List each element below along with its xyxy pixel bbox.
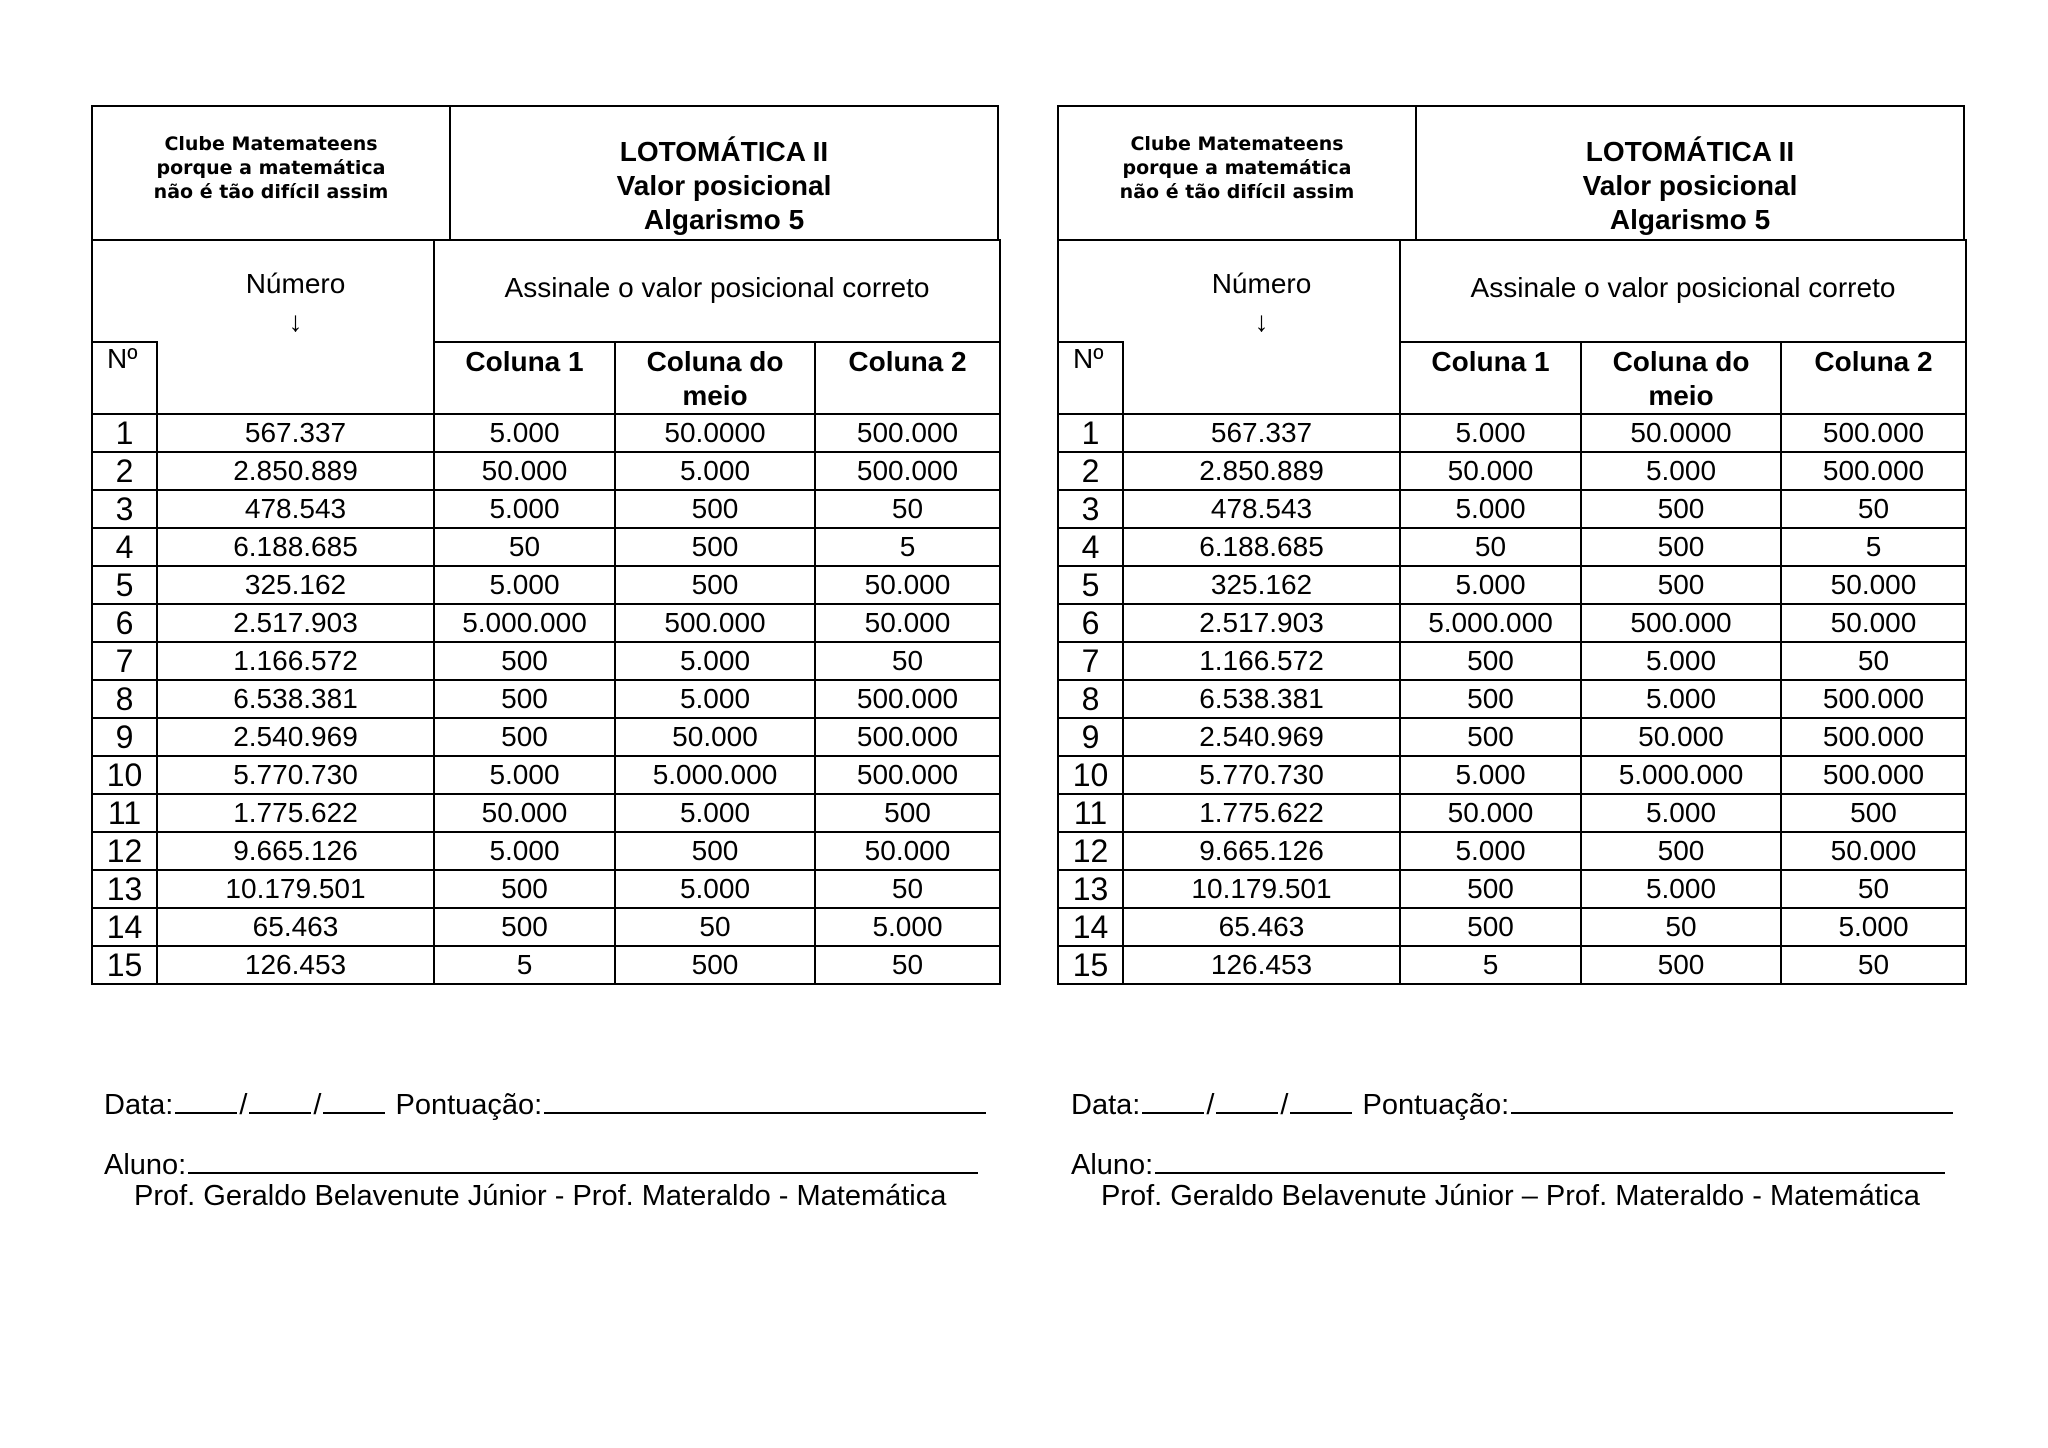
date-score-line xyxy=(104,1082,1024,1126)
worksheet xyxy=(91,105,999,985)
row-number: 3 xyxy=(92,490,157,528)
option-column-middle[interactable]: 5.000 xyxy=(615,452,815,490)
option-column-2[interactable]: 500.000 xyxy=(815,756,1000,794)
option-column-1[interactable]: 5.000.000 xyxy=(1400,604,1581,642)
table-row xyxy=(92,680,1000,718)
table-row xyxy=(92,642,1000,680)
option-column-1[interactable]: 500 xyxy=(1400,908,1581,946)
row-number: 12 xyxy=(1058,832,1123,870)
score-label: Pontuação: xyxy=(395,1089,543,1121)
credit: Prof. Geraldo Belavenute Júnior - Prof. Materaldo - Matemática xyxy=(134,1180,947,1212)
option-column-middle[interactable]: 5.000 xyxy=(615,642,815,680)
option-column-2[interactable]: 500.000 xyxy=(1781,756,1966,794)
score-label: Pontuação: xyxy=(1362,1089,1510,1121)
row-number: 6 xyxy=(92,604,157,642)
option-column-2[interactable]: 50.000 xyxy=(815,604,1000,642)
worksheet-title xyxy=(451,107,997,239)
student-label: Aluno: xyxy=(104,1149,187,1181)
option-column-1[interactable]: 5.000 xyxy=(1400,832,1581,870)
row-number: 5 xyxy=(1058,566,1123,604)
row-numero: 567.337 xyxy=(157,414,434,452)
option-column-middle[interactable]: 5.000 xyxy=(615,870,815,908)
option-column-2[interactable]: 5.000 xyxy=(815,908,1000,946)
credit: Prof. Geraldo Belavenute Júnior – Prof. Materaldo - Matemática xyxy=(1101,1180,1920,1212)
option-column-1[interactable]: 5.000 xyxy=(434,832,615,870)
option-column-1[interactable]: 5 xyxy=(434,946,615,984)
option-column-middle[interactable]: 5.000.000 xyxy=(1581,756,1781,794)
date-score-line xyxy=(1071,1082,1991,1126)
table-row xyxy=(92,414,1000,452)
row-numero: 65.463 xyxy=(1123,908,1400,946)
date-month-blank[interactable] xyxy=(1216,1082,1278,1114)
row-numero: 1.166.572 xyxy=(157,642,434,680)
club-line-2: porque a matemática xyxy=(156,157,386,179)
table-row xyxy=(1058,946,1966,984)
option-column-middle[interactable]: 50.000 xyxy=(1581,718,1781,756)
score-blank[interactable] xyxy=(1511,1082,1953,1114)
row-number: 9 xyxy=(92,718,157,756)
option-column-middle[interactable]: 500 xyxy=(1581,490,1781,528)
arrow-down-icon: ↓ xyxy=(288,306,303,337)
row-number: 4 xyxy=(92,528,157,566)
row-number: 1 xyxy=(92,414,157,452)
column-1-header: Coluna 1 xyxy=(434,342,615,414)
table-row xyxy=(92,870,1000,908)
table-row xyxy=(92,756,1000,794)
row-numero: 2.540.969 xyxy=(1123,718,1400,756)
numero-label: Número xyxy=(1211,268,1312,299)
worksheet-footer xyxy=(104,1082,1024,1214)
table-row xyxy=(1058,908,1966,946)
table-row xyxy=(92,604,1000,642)
option-column-1[interactable]: 50.000 xyxy=(1400,452,1581,490)
table-row xyxy=(92,528,1000,566)
option-column-2[interactable]: 50 xyxy=(1781,642,1966,680)
option-column-middle[interactable]: 500 xyxy=(615,528,815,566)
table-row xyxy=(1058,452,1966,490)
option-column-2[interactable]: 50.000 xyxy=(1781,604,1966,642)
instruction-header: Assinale o valor posicional correto xyxy=(1400,240,1966,342)
option-column-1[interactable]: 5.000 xyxy=(1400,490,1581,528)
row-number: 7 xyxy=(92,642,157,680)
option-column-middle[interactable]: 5.000 xyxy=(615,680,815,718)
club-line-1: Clube Matemateens xyxy=(1130,133,1344,155)
option-column-2[interactable]: 50.000 xyxy=(815,832,1000,870)
club-line-2: porque a matemática xyxy=(1122,157,1352,179)
option-column-1[interactable]: 5.000 xyxy=(434,756,615,794)
row-numero: 6.538.381 xyxy=(157,680,434,718)
option-column-1[interactable]: 5.000 xyxy=(1400,756,1581,794)
title-line-1: LOTOMÁTICA II xyxy=(619,136,829,167)
row-numero: 2.517.903 xyxy=(1123,604,1400,642)
row-numero: 2.850.889 xyxy=(157,452,434,490)
option-column-2[interactable]: 50 xyxy=(815,490,1000,528)
numero-header xyxy=(157,268,434,414)
club-line-3: não é tão difícil assim xyxy=(153,181,389,203)
option-column-1[interactable]: 500 xyxy=(434,642,615,680)
row-numero: 6.188.685 xyxy=(1123,528,1400,566)
numero-header xyxy=(1123,268,1400,414)
title-line-3: Algarismo 5 xyxy=(1609,204,1771,235)
row-numero: 65.463 xyxy=(157,908,434,946)
option-column-2[interactable]: 50 xyxy=(815,946,1000,984)
option-column-middle[interactable]: 5.000 xyxy=(615,794,815,832)
date-month-blank[interactable] xyxy=(249,1082,311,1114)
row-numero: 2.540.969 xyxy=(157,718,434,756)
option-column-2[interactable]: 500.000 xyxy=(1781,414,1966,452)
table-row xyxy=(1058,414,1966,452)
date-label: Data: xyxy=(104,1089,174,1121)
option-column-2[interactable]: 500 xyxy=(815,794,1000,832)
option-column-2[interactable]: 50 xyxy=(1781,870,1966,908)
option-column-1[interactable]: 5.000.000 xyxy=(434,604,615,642)
row-number: 15 xyxy=(1058,946,1123,984)
column-2-header: Coluna 2 xyxy=(1781,342,1966,414)
row-numero: 10.179.501 xyxy=(157,870,434,908)
row-numero: 1.775.622 xyxy=(1123,794,1400,832)
option-column-1[interactable]: 500 xyxy=(1400,718,1581,756)
option-column-middle[interactable]: 500 xyxy=(615,832,815,870)
row-number: 2 xyxy=(1058,452,1123,490)
option-column-2[interactable]: 500 xyxy=(1781,794,1966,832)
worksheet-footer xyxy=(1071,1082,1991,1214)
option-column-middle[interactable]: 50.0000 xyxy=(615,414,815,452)
row-number: 10 xyxy=(92,756,157,794)
option-column-1[interactable]: 500 xyxy=(434,870,615,908)
date-slash: / xyxy=(1206,1089,1215,1121)
row-number: 1 xyxy=(1058,414,1123,452)
table-row xyxy=(1058,794,1966,832)
row-numero: 9.665.126 xyxy=(157,832,434,870)
option-column-middle[interactable]: 500 xyxy=(1581,946,1781,984)
table-row xyxy=(92,946,1000,984)
row-numero: 5.770.730 xyxy=(157,756,434,794)
row-numero: 10.179.501 xyxy=(1123,870,1400,908)
row-numero: 1.166.572 xyxy=(1123,642,1400,680)
option-column-1[interactable]: 500 xyxy=(434,680,615,718)
row-number: 3 xyxy=(1058,490,1123,528)
date-day-blank[interactable] xyxy=(1142,1082,1204,1114)
score-blank[interactable] xyxy=(544,1082,986,1114)
answer-table xyxy=(1057,239,1967,985)
option-column-middle[interactable]: 500 xyxy=(1581,566,1781,604)
row-number: 8 xyxy=(92,680,157,718)
option-column-middle[interactable]: 5.000 xyxy=(1581,870,1781,908)
table-row xyxy=(92,794,1000,832)
option-column-2[interactable]: 50 xyxy=(1781,490,1966,528)
option-column-1[interactable]: 50.000 xyxy=(434,452,615,490)
option-column-middle[interactable]: 500 xyxy=(615,490,815,528)
row-number: 13 xyxy=(1058,870,1123,908)
column-middle-header: Coluna do meio xyxy=(1581,342,1781,414)
table-row xyxy=(1058,642,1966,680)
title-line-2: Valor posicional xyxy=(1582,170,1798,201)
row-numero: 2.517.903 xyxy=(157,604,434,642)
option-column-middle[interactable]: 50.0000 xyxy=(1581,414,1781,452)
option-column-middle[interactable]: 500.000 xyxy=(615,604,815,642)
option-column-2[interactable]: 50 xyxy=(815,870,1000,908)
table-row xyxy=(1058,870,1966,908)
option-column-1[interactable]: 500 xyxy=(1400,680,1581,718)
row-number: 12 xyxy=(92,832,157,870)
instruction-header: Assinale o valor posicional correto xyxy=(434,240,1000,342)
row-numero: 6.188.685 xyxy=(157,528,434,566)
row-numero: 9.665.126 xyxy=(1123,832,1400,870)
option-column-2[interactable]: 500.000 xyxy=(1781,680,1966,718)
option-column-2[interactable]: 50 xyxy=(815,642,1000,680)
option-column-2[interactable]: 50.000 xyxy=(815,566,1000,604)
worksheet xyxy=(1057,105,1965,985)
student-name-blank[interactable] xyxy=(1155,1142,1945,1174)
title-line-3: Algarismo 5 xyxy=(643,204,805,235)
row-numero: 126.453 xyxy=(157,946,434,984)
option-column-1[interactable]: 5.000 xyxy=(434,414,615,452)
worksheet-title xyxy=(1417,107,1963,239)
option-column-2[interactable]: 5 xyxy=(815,528,1000,566)
option-column-1[interactable]: 50 xyxy=(434,528,615,566)
table-row xyxy=(92,832,1000,870)
row-numero: 2.850.889 xyxy=(1123,452,1400,490)
numero-label: Número xyxy=(245,268,346,299)
option-column-middle[interactable]: 5.000 xyxy=(1581,452,1781,490)
option-column-1[interactable]: 5.000 xyxy=(1400,566,1581,604)
option-column-1[interactable]: 5.000 xyxy=(1400,414,1581,452)
option-column-1[interactable]: 500 xyxy=(1400,870,1581,908)
row-number: 14 xyxy=(92,908,157,946)
option-column-middle[interactable]: 50.000 xyxy=(615,718,815,756)
option-column-1[interactable]: 500 xyxy=(434,908,615,946)
column-middle-header: Coluna do meio xyxy=(615,342,815,414)
title-line-2: Valor posicional xyxy=(616,170,832,201)
table-row xyxy=(1058,718,1966,756)
table-row xyxy=(92,566,1000,604)
row-numero: 325.162 xyxy=(1123,566,1400,604)
table-body xyxy=(1058,414,1966,984)
option-column-2[interactable]: 50 xyxy=(1781,946,1966,984)
option-column-2[interactable]: 500.000 xyxy=(815,414,1000,452)
option-column-2[interactable]: 500.000 xyxy=(815,452,1000,490)
no-header: Nº xyxy=(1058,342,1123,414)
option-column-1[interactable]: 50.000 xyxy=(434,794,615,832)
table-row xyxy=(1058,528,1966,566)
option-column-middle[interactable]: 50 xyxy=(1581,908,1781,946)
row-number: 7 xyxy=(1058,642,1123,680)
option-column-2[interactable]: 500.000 xyxy=(815,718,1000,756)
arrow-down-icon: ↓ xyxy=(1254,306,1269,337)
row-number: 5 xyxy=(92,566,157,604)
table-row xyxy=(1058,756,1966,794)
table-row xyxy=(92,490,1000,528)
row-numero: 478.543 xyxy=(157,490,434,528)
worksheet-header xyxy=(1057,105,1965,241)
row-number: 8 xyxy=(1058,680,1123,718)
option-column-middle[interactable]: 500 xyxy=(1581,832,1781,870)
option-column-middle[interactable]: 500.000 xyxy=(1581,604,1781,642)
club-line-3: não é tão difícil assim xyxy=(1119,181,1355,203)
option-column-1[interactable]: 50 xyxy=(1400,528,1581,566)
row-numero: 5.770.730 xyxy=(1123,756,1400,794)
table-row xyxy=(1058,566,1966,604)
option-column-2[interactable]: 500.000 xyxy=(1781,718,1966,756)
row-number: 14 xyxy=(1058,908,1123,946)
row-numero: 126.453 xyxy=(1123,946,1400,984)
option-column-middle[interactable]: 500 xyxy=(615,946,815,984)
title-line-1: LOTOMÁTICA II xyxy=(1585,136,1795,167)
row-numero: 1.775.622 xyxy=(157,794,434,832)
option-column-middle[interactable]: 50 xyxy=(615,908,815,946)
column-1-header: Coluna 1 xyxy=(1400,342,1581,414)
option-column-middle[interactable]: 5.000 xyxy=(1581,680,1781,718)
student-label: Aluno: xyxy=(1071,1149,1154,1181)
worksheet-header xyxy=(91,105,999,241)
student-line xyxy=(104,1142,1024,1181)
option-column-2[interactable]: 500.000 xyxy=(815,680,1000,718)
date-slash: / xyxy=(239,1089,248,1121)
row-number: 11 xyxy=(92,794,157,832)
option-column-1[interactable]: 5 xyxy=(1400,946,1581,984)
option-column-1[interactable]: 50.000 xyxy=(1400,794,1581,832)
row-numero: 6.538.381 xyxy=(1123,680,1400,718)
option-column-2[interactable]: 50.000 xyxy=(1781,832,1966,870)
option-column-2[interactable]: 50.000 xyxy=(1781,566,1966,604)
table-row xyxy=(1058,604,1966,642)
option-column-1[interactable]: 5.000 xyxy=(434,490,615,528)
table-row xyxy=(1058,832,1966,870)
option-column-middle[interactable]: 5.000 xyxy=(1581,642,1781,680)
table-row xyxy=(92,908,1000,946)
option-column-middle[interactable]: 5.000.000 xyxy=(615,756,815,794)
row-number: 6 xyxy=(1058,604,1123,642)
row-number: 4 xyxy=(1058,528,1123,566)
student-name-blank[interactable] xyxy=(188,1142,978,1174)
club-name xyxy=(1059,107,1417,239)
table-row xyxy=(92,718,1000,756)
row-number: 15 xyxy=(92,946,157,984)
column-2-header: Coluna 2 xyxy=(815,342,1000,414)
option-column-middle[interactable]: 500 xyxy=(1581,528,1781,566)
club-name xyxy=(93,107,451,239)
table-row xyxy=(92,452,1000,490)
option-column-1[interactable]: 500 xyxy=(1400,642,1581,680)
row-number: 2 xyxy=(92,452,157,490)
no-header: Nº xyxy=(92,342,157,414)
row-numero: 567.337 xyxy=(1123,414,1400,452)
row-number: 9 xyxy=(1058,718,1123,756)
table-row xyxy=(1058,490,1966,528)
date-year-blank[interactable] xyxy=(323,1082,385,1114)
table-body xyxy=(92,414,1000,984)
row-numero: 478.543 xyxy=(1123,490,1400,528)
student-line xyxy=(1071,1142,1991,1181)
date-label: Data: xyxy=(1071,1089,1141,1121)
row-number: 10 xyxy=(1058,756,1123,794)
row-numero: 325.162 xyxy=(157,566,434,604)
club-line-1: Clube Matemateens xyxy=(164,133,378,155)
row-number: 13 xyxy=(92,870,157,908)
date-slash: / xyxy=(1280,1089,1289,1121)
option-column-2[interactable]: 5.000 xyxy=(1781,908,1966,946)
option-column-1[interactable]: 500 xyxy=(434,718,615,756)
option-column-middle[interactable]: 5.000 xyxy=(1581,794,1781,832)
option-column-2[interactable]: 5 xyxy=(1781,528,1966,566)
option-column-middle[interactable]: 500 xyxy=(615,566,815,604)
table-row xyxy=(1058,680,1966,718)
row-number: 11 xyxy=(1058,794,1123,832)
answer-table xyxy=(91,239,1001,985)
date-year-blank[interactable] xyxy=(1290,1082,1352,1114)
option-column-2[interactable]: 500.000 xyxy=(1781,452,1966,490)
option-column-1[interactable]: 5.000 xyxy=(434,566,615,604)
date-slash: / xyxy=(313,1089,322,1121)
date-day-blank[interactable] xyxy=(175,1082,237,1114)
